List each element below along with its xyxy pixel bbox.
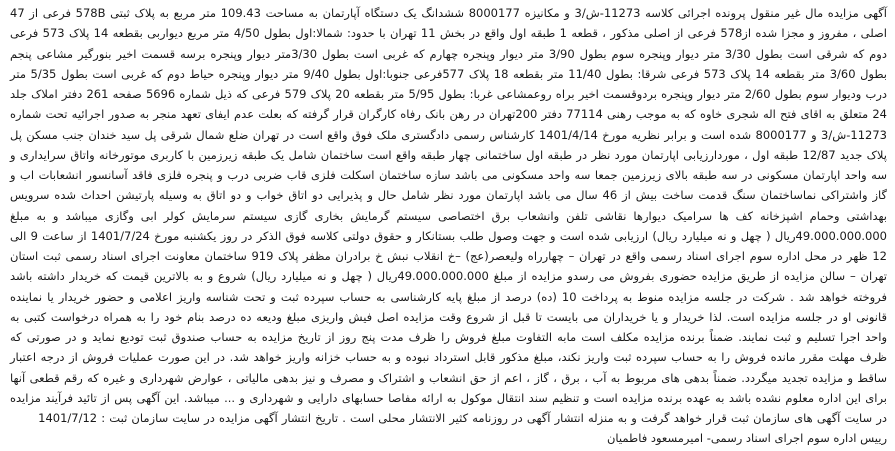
auction-notice (10, 3, 887, 451)
notice-body-text: آگهی مزایده مال غیر منقول پرونده اجرائی کلاسه 11273-ش/3 و مکانیزه 8000177 ششدانگ یک دستگاه آپارتمان به مساحت 109.43 متر مربع به پلاک ثبتی 578B فرعی از 47 اصلی ، مفروز و مجزا شده از578 فرعی از اصلی مذکور ، قطعه 1 طبقه اول واقع در بخش 11 تهران با حدود: شمالا:اول بطول 4/50 متر مربع دیواربی بقطعه 14 پلاک 573 فرعی دوم که شرقی است بطول 3/30 متر دیوار وپنجره سوم بطول 3/90 متر دیوار وپنجره چهارم که غربی است بطول 3/30متر دیوار وپنجره برسه قسمت اخیر بنورگیر مشاعی پنجم بطول 3/60 متر بقطعه 14 پلاک 573 فرعی شرقا: بطول 11/40 متر بقطعه 18 پلاک 577فرعی جنوبا:اول بطول 9/40 متر دیوار وپنجره حیاط دوم که غربی است بطول 5/35 متر درب ودیوار سوم بطول 2/60 متر دیوار وپنجره بردوقسمت اخیر براه روعمشاعی غربا: بطول 5/95 متر بقطعه 20 پلاک 579 فرعی که ذیل شماره 5696 صفحه 261 دفتر املاک جلد 24 متعلق به اقای فتح اله شجری خاوه که به موجب رهنی 77114 دفتر 200تهران در رهن بانک رفاه کارگران قرار گرفته که بعلت عدم ایفای تعهد منجر به صدور اجرائیه تحت شماره 11273-ش/3 و 8000177 شده است و برابر نظریه مورخ 1401/4/14 کارشناس رسمی دادگستری ملک فوق واقع است در تهران ضلع شمال شرقی پل سید خندان جنب مسکن پل پلاک جدید 12/87 طبقه اول ، موردارزیابی اپارتمان مورد نظر در طبقه اول ساختمانی چهار طبقه واقع است ساختمان شامل یک طبقه زیرزمین با کاربری موتورخانه واتاق سرایداری و سه واحد اپارتمان مسکونی در سه طبقه بالای زیرزمین جمعا سه واحد مسکونی می باشد سازه ساختمان اسکلت فلزی قاب ضربی درب و پنجره فلزی فاقد آسانسور انشعابات اب و گاز واشتراکی نماساختمان سنگ قدمت ساخت بیش از 46 سال می باشد اپارتمان مورد نظر شامل حال و پذیرایی دو اتاق خواب و دو اتاق به وسیله پارتیشن احداث شده سرویس بهداشتی وحمام اشپزخانه کف ها سرامیک دیوارها نقاشی تلفن وانشعاب برق اختصاصی سیستم گرمایش بخاری گازی سیستم سرمایش کولر ابی وگازی میباشد و به مبلغ 49.000.000.000ریال ( چهل و نه میلیارد ریال) ارزیابی شده است و جهت وصول طلب بستانکار و حقوق دولتی کلاسه فوق الذکر در روز یکشنبه مورخ 1401/7/24 از ساعت 9 الی 12 ظهر در محل اداره سوم اجرای اسناد رسمی واقع در تهران – چهارراه ولیعصر(عج) –خ انقلاب نبش خ برادران مظفر پلاک 919 ساختمان معاونت اجرای اسناد رسمی ثبت استان تهران – سالن مزایده از طریق مزایده حضوری بفروش می رسدو مزایده از مبلغ 49.000.000.000ریال ( چهل و نه میلیارد ریال) شروع و به بالاترین قیمت که خریدار داشته باشد فروخته خواهد شد . شرکت در جلسه مزایده منوط به پرداخت 10 (ده) درصد از مبلغ پایه کارشناسی به حساب سپرده ثبت و تحت شناسه واریز اعلامی و حضور خریدار یا نماینده قانونی او در جلسه مزایده است. لذا خریدار و یا خریداران می بایست تا قبل از شروع وقت مزایده اصل فیش واریزی مبلغ ودیعه ده درصد بنام خود را به همراه درخواست کتبی به واحد اجرا تسلیم و ثبت نمایند. ضمناً برنده مزایده مکلف است مابه التفاوت مبلغ فروش را ظرف مدت پنج روز از تاریخ مزایده به حساب صندوق ثبت تودیع نماید و در صورتی که ظرف مهلت مقرر مانده فروش را به حساب سپرده ثبت واریز نکند، مبلغ مذکور قابل استرداد نبوده و به حساب خزانه واریز خواهد شد. در این صورت عملیات فروش از درجه اعتبار ساقط و مزایده تجدید میگردد. ضمناً بدهی های مربوط به آب ، برق ، گاز ، اعم از حق انشعاب و اشتراک و مصرف و نیز بدهی مالیاتی ، عوارض شهرداری و غیره که رقم قطعی آنها برای این اداره معلوم نشده باشد به عهده برنده مزایده است و تنظیم سند انتقال موکول به ارائه مفاصا حسابهای دارایی و شهرداری و ... میباشد. این آگهی پس از تائید فرآیند مزایده در سایت آگهی های سازمان ثبت قرار خواهد گرفت و به منزله انتشار آگهی در روزنامه کثیر الانتشار محلی است . تاریخ انتشار آگهی مزایده در سایت سازمان ثبت : 1401/7/12 (10, 6, 888, 425)
notice-signature: رییس اداره سوم اجرای اسناد رسمی- امیرمسعود فاطمیان (606, 431, 887, 446)
